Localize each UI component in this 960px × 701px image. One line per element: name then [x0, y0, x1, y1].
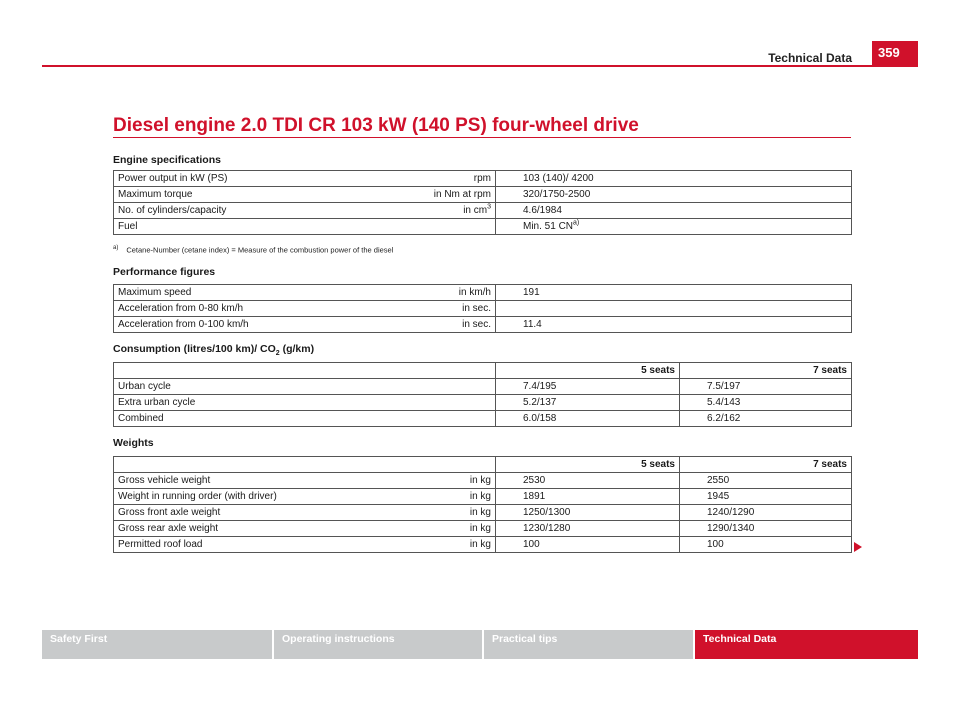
- row-label: Combined: [114, 411, 496, 427]
- row-value-7-seats: 100: [680, 537, 852, 553]
- engine-spec-heading: Engine specifications: [113, 154, 221, 166]
- table-header-row: [114, 363, 852, 379]
- row-value: 11.4: [496, 317, 852, 333]
- row-unit: in sec.: [344, 301, 496, 317]
- row-label: Extra urban cycle: [114, 395, 496, 411]
- row-label: Fuel: [114, 219, 344, 235]
- row-value-5-seats: 1891: [496, 489, 680, 505]
- table-row: [114, 505, 852, 521]
- unit-text: in cm: [463, 205, 488, 216]
- table-row: [114, 379, 852, 395]
- title-rule: [113, 137, 851, 138]
- row-value-7-seats: 1240/1290: [680, 505, 852, 521]
- column-header-5-seats: 5 seats: [496, 363, 680, 379]
- footer-tab-safety-first[interactable]: Safety First: [42, 630, 272, 659]
- row-unit: rpm: [344, 171, 496, 187]
- row-label: Maximum speed: [114, 285, 344, 301]
- row-value: 320/1750-2500: [496, 187, 852, 203]
- row-value: 4.6/1984: [496, 203, 852, 219]
- performance-heading: Performance figures: [113, 266, 216, 278]
- performance-table: [113, 284, 852, 333]
- footnote-text: Cetane-Number (cetane index) = Measure of the combustion power of the diesel: [126, 245, 394, 255]
- row-unit: in km/h: [344, 285, 496, 301]
- footnote-ref: a): [573, 219, 580, 227]
- table-header-row: [114, 457, 852, 473]
- footer-tab-practical-tips[interactable]: Practical tips: [484, 630, 693, 659]
- table-row: [114, 521, 852, 537]
- column-header-7-seats: 7 seats: [680, 363, 852, 379]
- row-unit: in kg: [344, 489, 496, 505]
- row-label: Power output in kW (PS): [114, 171, 344, 187]
- table-row: [114, 537, 852, 553]
- co2-subscript: 2: [275, 350, 280, 358]
- row-value-5-seats: 5.2/137: [496, 395, 680, 411]
- table-row: [114, 285, 852, 301]
- row-unit: in kg: [344, 505, 496, 521]
- row-value: 191: [496, 285, 852, 301]
- value-text: Min. 51 CN: [523, 221, 574, 232]
- header-blank-cell: [114, 363, 496, 379]
- row-unit: [344, 203, 496, 219]
- table-row: [114, 219, 852, 235]
- consumption-heading-text: Consumption (litres/100 km)/ CO: [113, 343, 276, 355]
- table-row: [114, 395, 852, 411]
- header-rule: [42, 65, 918, 67]
- row-value-5-seats: 7.4/195: [496, 379, 680, 395]
- footnote: [113, 245, 393, 255]
- row-label: Urban cycle: [114, 379, 496, 395]
- row-label: Gross vehicle weight: [114, 473, 344, 489]
- table-row: [114, 411, 852, 427]
- consumption-heading-unit: (g/km): [279, 343, 315, 355]
- row-unit: in kg: [344, 473, 496, 489]
- row-label: No. of cylinders/capacity: [114, 203, 344, 219]
- table-row: [114, 473, 852, 489]
- row-value-7-seats: 7.5/197: [680, 379, 852, 395]
- row-value: [496, 219, 852, 235]
- row-label: Acceleration from 0-80 km/h: [114, 301, 344, 317]
- column-header-7-seats: 7 seats: [680, 457, 852, 473]
- row-label: Acceleration from 0-100 km/h: [114, 317, 344, 333]
- table-row: [114, 187, 852, 203]
- table-row: [114, 489, 852, 505]
- column-header-5-seats: 5 seats: [496, 457, 680, 473]
- row-unit: in kg: [344, 521, 496, 537]
- table-row: [114, 301, 852, 317]
- row-label: Gross rear axle weight: [114, 521, 344, 537]
- row-label: Maximum torque: [114, 187, 344, 203]
- row-label: Permitted roof load: [114, 537, 344, 553]
- row-unit: [344, 219, 496, 235]
- unit-superscript: 3: [487, 203, 491, 211]
- row-unit: in sec.: [344, 317, 496, 333]
- table-row: [114, 171, 852, 187]
- row-value: 103 (140)/ 4200: [496, 171, 852, 187]
- engine-spec-table: [113, 170, 852, 235]
- weights-table: [113, 456, 852, 553]
- page-number: 359: [872, 41, 918, 66]
- page-title: Diesel engine 2.0 TDI CR 103 kW (140 PS) four-wheel drive: [113, 115, 639, 136]
- consumption-heading: [113, 343, 315, 358]
- running-header-title: Technical Data: [768, 51, 852, 65]
- row-value-5-seats: 100: [496, 537, 680, 553]
- row-value-7-seats: 2550: [680, 473, 852, 489]
- row-value-5-seats: 6.0/158: [496, 411, 680, 427]
- row-value: [496, 301, 852, 317]
- row-value-7-seats: 6.2/162: [680, 411, 852, 427]
- header-blank-cell: [114, 457, 496, 473]
- footnote-mark: a): [113, 245, 119, 251]
- row-label: Weight in running order (with driver): [114, 489, 344, 505]
- continue-arrow-icon: [854, 542, 862, 552]
- row-value-5-seats: 2530: [496, 473, 680, 489]
- weights-heading: Weights: [113, 437, 154, 449]
- consumption-table: [113, 362, 852, 427]
- row-value-5-seats: 1250/1300: [496, 505, 680, 521]
- row-value-7-seats: 1290/1340: [680, 521, 852, 537]
- row-unit: in Nm at rpm: [344, 187, 496, 203]
- footer-tab-technical-data[interactable]: Technical Data: [695, 630, 918, 659]
- footer-tab-operating-instructions[interactable]: Operating instructions: [274, 630, 482, 659]
- row-value-5-seats: 1230/1280: [496, 521, 680, 537]
- row-label: Gross front axle weight: [114, 505, 344, 521]
- row-value-7-seats: 1945: [680, 489, 852, 505]
- row-unit: in kg: [344, 537, 496, 553]
- table-row: [114, 317, 852, 333]
- row-value-7-seats: 5.4/143: [680, 395, 852, 411]
- table-row: [114, 203, 852, 219]
